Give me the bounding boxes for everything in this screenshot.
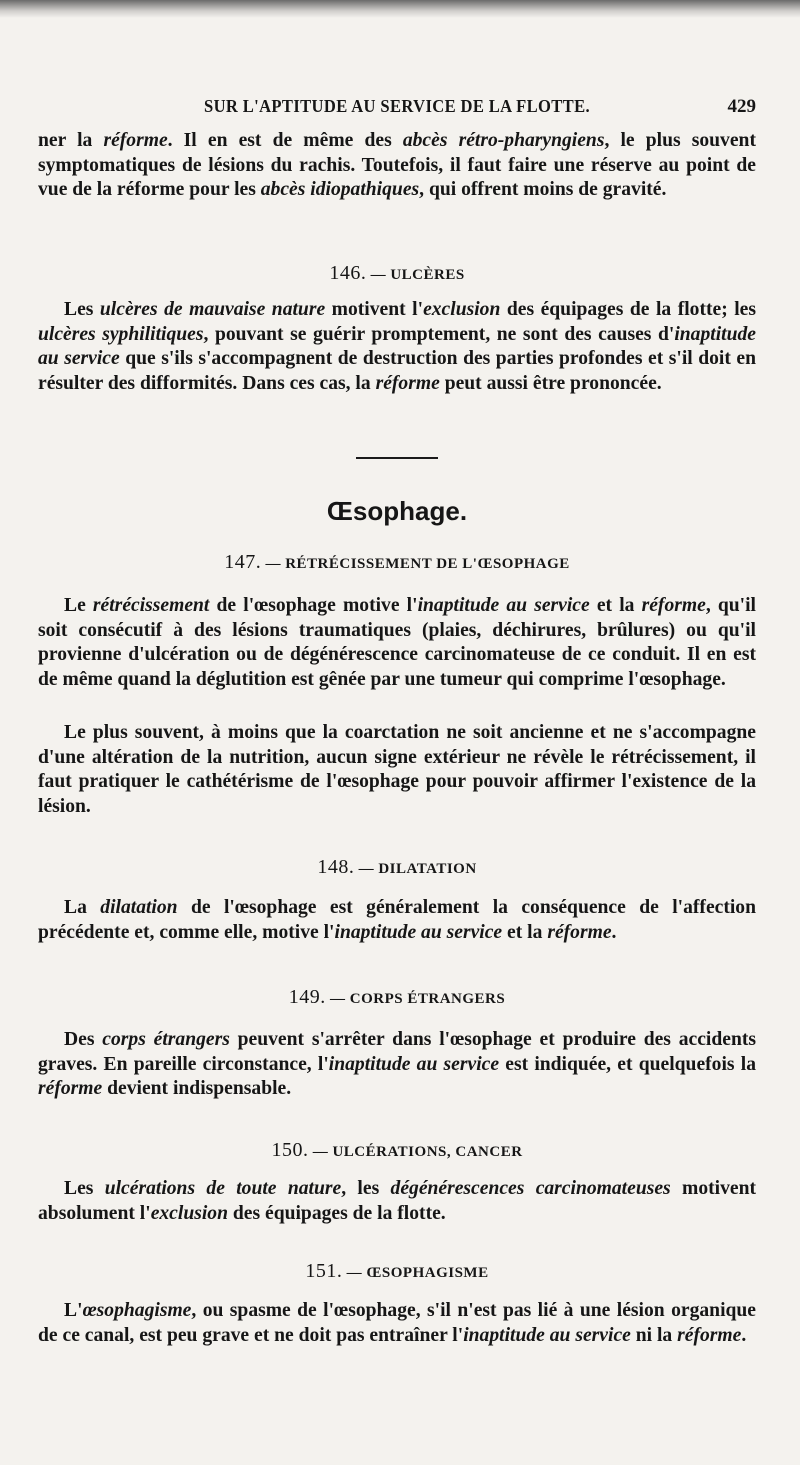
emphasis: rétrécissement [92, 595, 210, 616]
section-number: 151. [305, 1260, 343, 1282]
text-run: , les [341, 1178, 391, 1199]
section-dash: — [330, 991, 346, 1007]
intro-paragraph [38, 129, 756, 203]
emphasis: dégénérescences carcinomateuses [390, 1178, 671, 1199]
section-number: 148. [317, 856, 355, 878]
text-run: Les [64, 1178, 105, 1199]
text-run: Des [64, 1029, 103, 1050]
emphasis: réforme [547, 921, 612, 943]
emphasis: corps étrangers [102, 1029, 230, 1050]
emphasis: œsophagisme [82, 1300, 192, 1321]
section-heading-151 [38, 1260, 756, 1283]
section-dash: — [346, 1265, 363, 1281]
text-run: . [611, 921, 617, 943]
text-run: de l'œsophage est généralement la conséquence de l'affection précédente et, comme elle, motive l' [38, 897, 757, 943]
text-run: des équipages de la flotte. [227, 1202, 446, 1224]
section-heading-147 [38, 551, 756, 574]
emphasis: ulcères de mauvaise nature [99, 299, 326, 320]
emphasis: inaptitude au service [463, 1324, 631, 1346]
running-header [38, 96, 756, 122]
section-number: 150. [271, 1139, 309, 1161]
text-run: que s'ils s'accompagnent de destruction des parties profondes et s'il doit en résulter des difformités. Dans ces cas, la [38, 348, 756, 394]
emphasis: exclusion [423, 299, 501, 320]
text-run: et la [502, 921, 548, 943]
section-title: DILATATION [378, 861, 477, 877]
chapter-divider-rule [356, 457, 438, 459]
emphasis: réforme [641, 595, 706, 616]
text-run: La [64, 897, 101, 918]
page-number: 429 [727, 96, 756, 117]
section-title: ULCÈRES [390, 267, 465, 283]
section-title: RÉTRÉCISSEMENT DE L'ŒSOPHAGE [285, 556, 570, 572]
section-heading-149 [38, 986, 756, 1009]
section-number: 149. [288, 986, 326, 1008]
emphasis: inaptitude au service [417, 595, 590, 616]
section-title: CORPS ÉTRANGERS [349, 991, 506, 1007]
section-147-paragraph-2 [38, 721, 756, 819]
text-run: , qu'il soit consécutif à des lésions traumatiques (plaies, déchirures, brûlures) ou qu'il provienne d'ulcération ou de dégénérescence carcinomateuse de ce conduit. Il en est de même quand la déglutition est gênée par une tumeur qui comprime l'œsophage. [38, 595, 756, 690]
scan-edge-shadow [0, 0, 800, 18]
text-run: motivent absolument l' [38, 1178, 757, 1224]
section-dash: — [370, 267, 387, 283]
text-run: . [741, 1324, 747, 1346]
emphasis: abcès rétro-pharyngiens [402, 130, 605, 151]
emphasis: dilatation [100, 897, 178, 918]
section-dash: — [265, 556, 281, 572]
section-dash: — [312, 1144, 329, 1160]
section-dash: — [358, 861, 375, 877]
section-number: 146. [329, 262, 367, 284]
section-151-paragraph [38, 1299, 756, 1348]
text-run: , le plus souvent symptomatiques de lésions du rachis. Toutefois, il faut faire une réserve au point de vue de la réforme pour les [38, 130, 756, 201]
section-148-paragraph [38, 896, 756, 945]
text-run: motivent l' [325, 299, 424, 320]
text-run: , ou spasme de l'œsophage, s'il n'est pas lié à une lésion organique de ce canal, est peu grave et ne doit pas entraîner l' [38, 1300, 756, 1346]
section-149-paragraph [38, 1028, 756, 1102]
emphasis: ulcères syphilitiques [38, 323, 204, 345]
text-run: des équipages de la flotte; les [500, 299, 757, 320]
section-heading-146 [38, 262, 756, 285]
emphasis: réforme [677, 1324, 742, 1346]
section-146-paragraph [38, 298, 756, 396]
emphasis: réforme [375, 372, 440, 394]
text-run: Le [64, 595, 93, 616]
text-run: , pouvant se guérir promptement, ne sont des causes d' [203, 323, 675, 345]
text-run: , qui offrent moins de gravité. [419, 179, 667, 201]
text-run: Les [64, 299, 100, 320]
section-heading-150 [38, 1139, 756, 1162]
text-run: est indiquée, et quelquefois la [499, 1053, 756, 1075]
emphasis: ulcérations de toute nature [104, 1178, 342, 1199]
text-run: ner la [38, 130, 104, 151]
text-run: L' [64, 1300, 83, 1321]
chapter-title: Œsophage. [326, 496, 468, 526]
section-title: ULCÉRATIONS, CANCER [332, 1144, 523, 1160]
section-number: 147. [224, 551, 262, 573]
emphasis: inaptitude au service [334, 921, 503, 943]
emphasis: inaptitude au service [328, 1053, 500, 1075]
emphasis: inaptitude au service [38, 323, 757, 370]
text-run: devient indispensable. [102, 1078, 292, 1100]
text-run: peut aussi être prononcée. [439, 372, 662, 394]
text-run: peuvent s'arrêter dans l'œsophage et produire des accidents graves. En pareille circonstance, l' [38, 1029, 756, 1075]
emphasis: exclusion [150, 1202, 228, 1224]
text-run: Le plus souvent, à moins que la coarctation ne soit ancienne et ne s'accompagne d'une altération de la nutrition, aucun signe extérieur ne révèle le rétrécissement, il faut pratiquer le cathétérisme de l'œsophage pour pouvoir affirmer l'existence de la lésion. [38, 722, 756, 817]
running-title: SUR L'APTITUDE AU SERVICE DE LA FLOTTE. [203, 96, 590, 116]
text-run: . Il en est de même des [167, 130, 403, 151]
emphasis: abcès idiopathiques [260, 179, 420, 201]
section-147-paragraph-1 [38, 594, 756, 692]
emphasis: réforme [103, 130, 168, 151]
text-run: et la [589, 595, 642, 616]
emphasis: réforme [38, 1078, 103, 1100]
text-run: de l'œsophage motive l' [209, 595, 418, 616]
text-run: ni la [630, 1324, 678, 1346]
section-title: ŒSOPHAGISME [366, 1265, 489, 1281]
section-150-paragraph [38, 1177, 756, 1226]
section-heading-148 [38, 856, 756, 879]
